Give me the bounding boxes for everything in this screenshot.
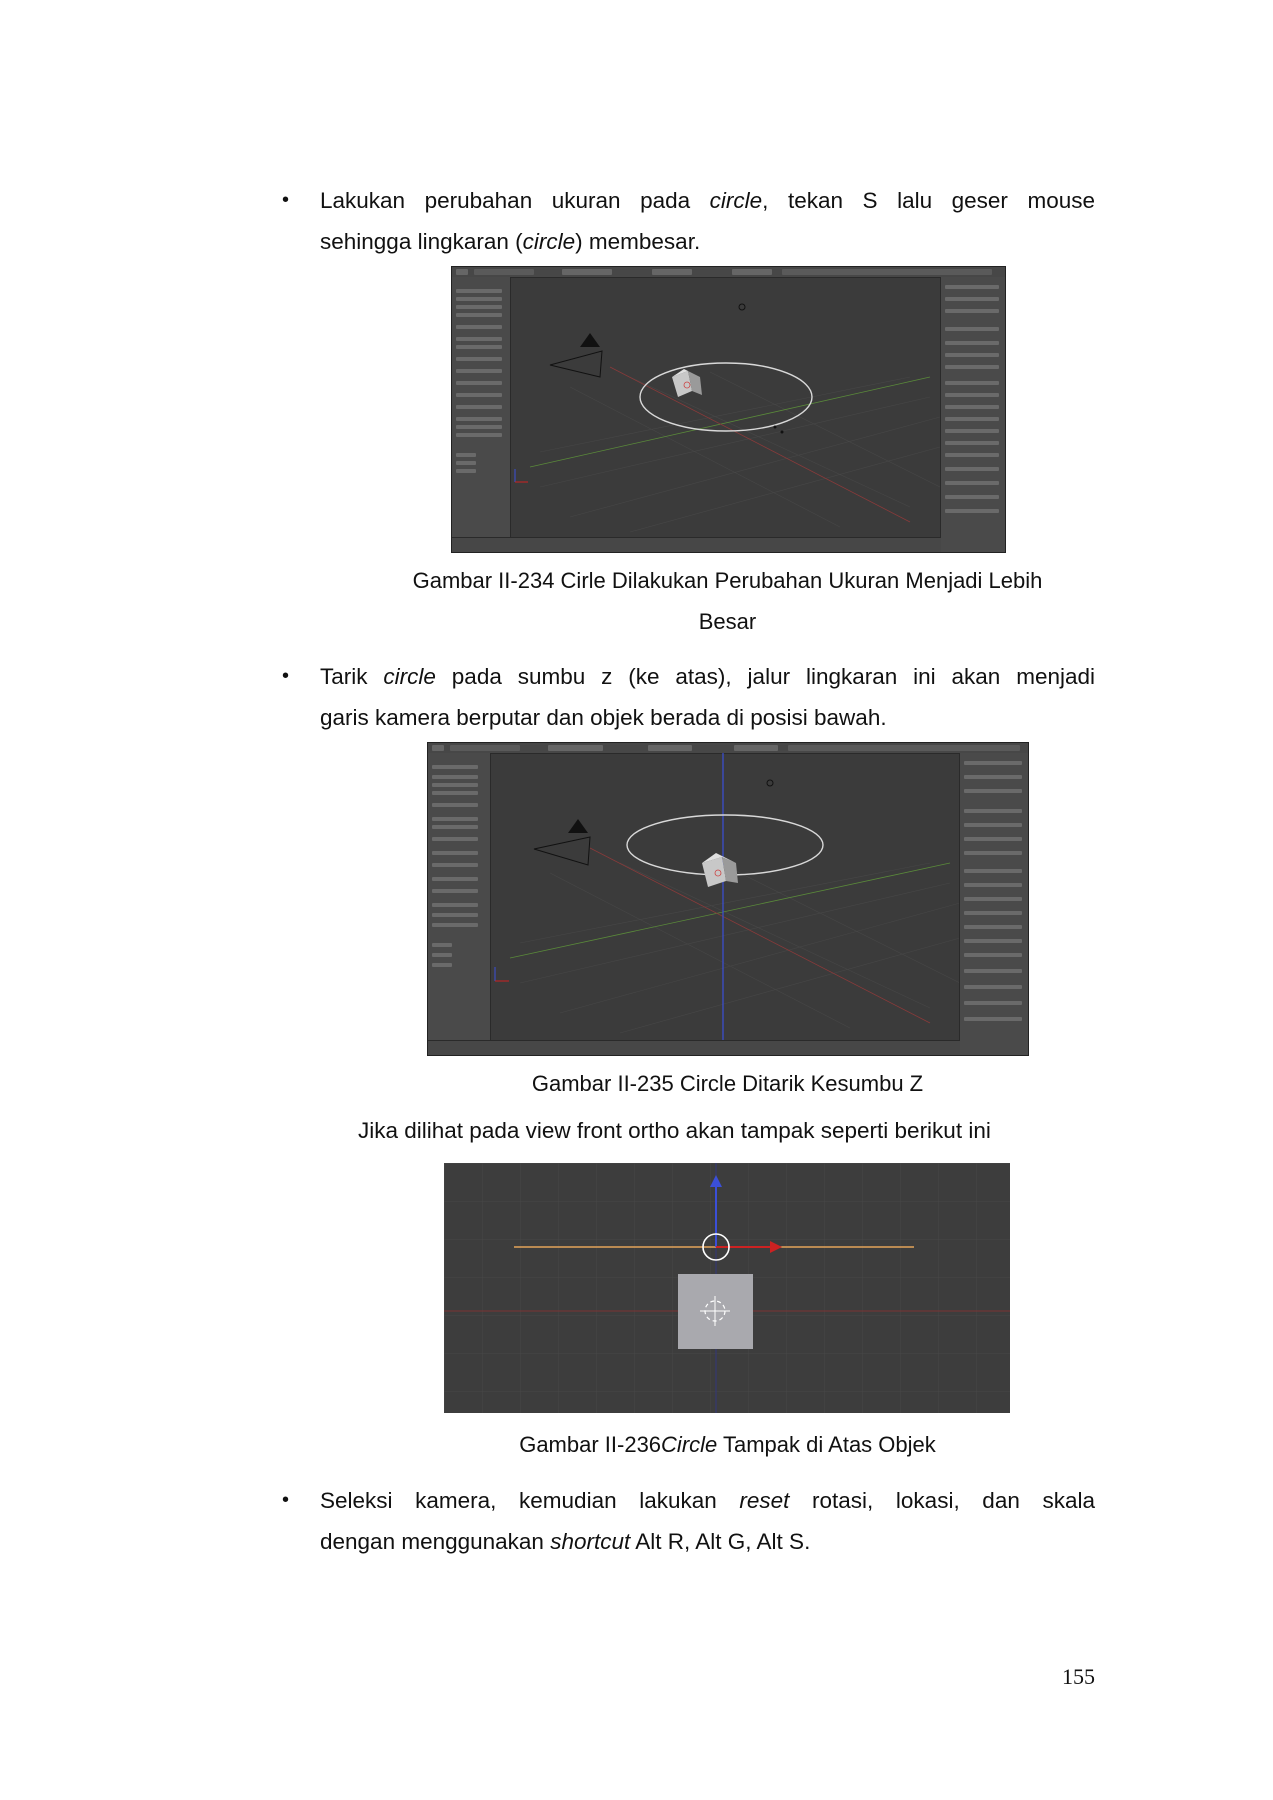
bullet-1-line-1: Lakukan perubahan ukuran pada circle, tekan S lalu geser mouse bbox=[320, 188, 1095, 213]
bullet-dot: • bbox=[282, 665, 290, 687]
bullet-dot: • bbox=[282, 1489, 290, 1511]
timeline bbox=[428, 1040, 960, 1055]
figure-234-caption: Gambar II-234 Cirle Dilakukan Perubahan Ukuran Menjadi Lebih Besar bbox=[412, 568, 1043, 634]
figure-236-front-view bbox=[444, 1163, 1010, 1413]
figure-235-caption: Gambar II-235 Circle Ditarik Kesumbu Z bbox=[531, 1071, 924, 1096]
intro-line: Jika dilihat pada view front ortho akan tampak seperti berikut ini bbox=[358, 1118, 991, 1143]
bullet-3-line-2: dengan menggunakan shortcut Alt R, Alt G, Alt S. bbox=[320, 1529, 811, 1554]
figure-236-caption: Gambar II-236Circle Tampak di Atas Objek bbox=[519, 1432, 936, 1457]
properties-panel bbox=[959, 753, 1028, 1055]
tool-shelf-panel bbox=[428, 753, 491, 1041]
page-number: 155 bbox=[1062, 1664, 1095, 1689]
bullet-2-line-1: Tarik circle pada sumbu z (ke atas), jalur lingkaran ini akan menjadi bbox=[320, 664, 1095, 689]
bullet-dot: • bbox=[282, 189, 290, 211]
bullet-2-line-2: garis kamera berputar dan objek berada di posisi bawah. bbox=[320, 705, 887, 730]
properties-panel bbox=[940, 277, 1005, 552]
figure-235-screenshot bbox=[427, 742, 1029, 1056]
3d-viewport bbox=[510, 277, 941, 538]
timeline bbox=[452, 537, 941, 552]
bullet-2 bbox=[282, 656, 1095, 738]
bullet-3 bbox=[282, 1480, 1095, 1562]
bullet-3-line-1: Seleksi kamera, kemudian lakukan reset rotasi, lokasi, dan skala bbox=[320, 1488, 1095, 1513]
bullet-1-line-2: sehingga lingkaran (circle) membesar. bbox=[320, 229, 701, 254]
bullet-1 bbox=[282, 180, 1095, 262]
3d-viewport bbox=[490, 753, 960, 1041]
tool-shelf-panel bbox=[452, 277, 511, 538]
figure-234-screenshot bbox=[451, 266, 1006, 553]
